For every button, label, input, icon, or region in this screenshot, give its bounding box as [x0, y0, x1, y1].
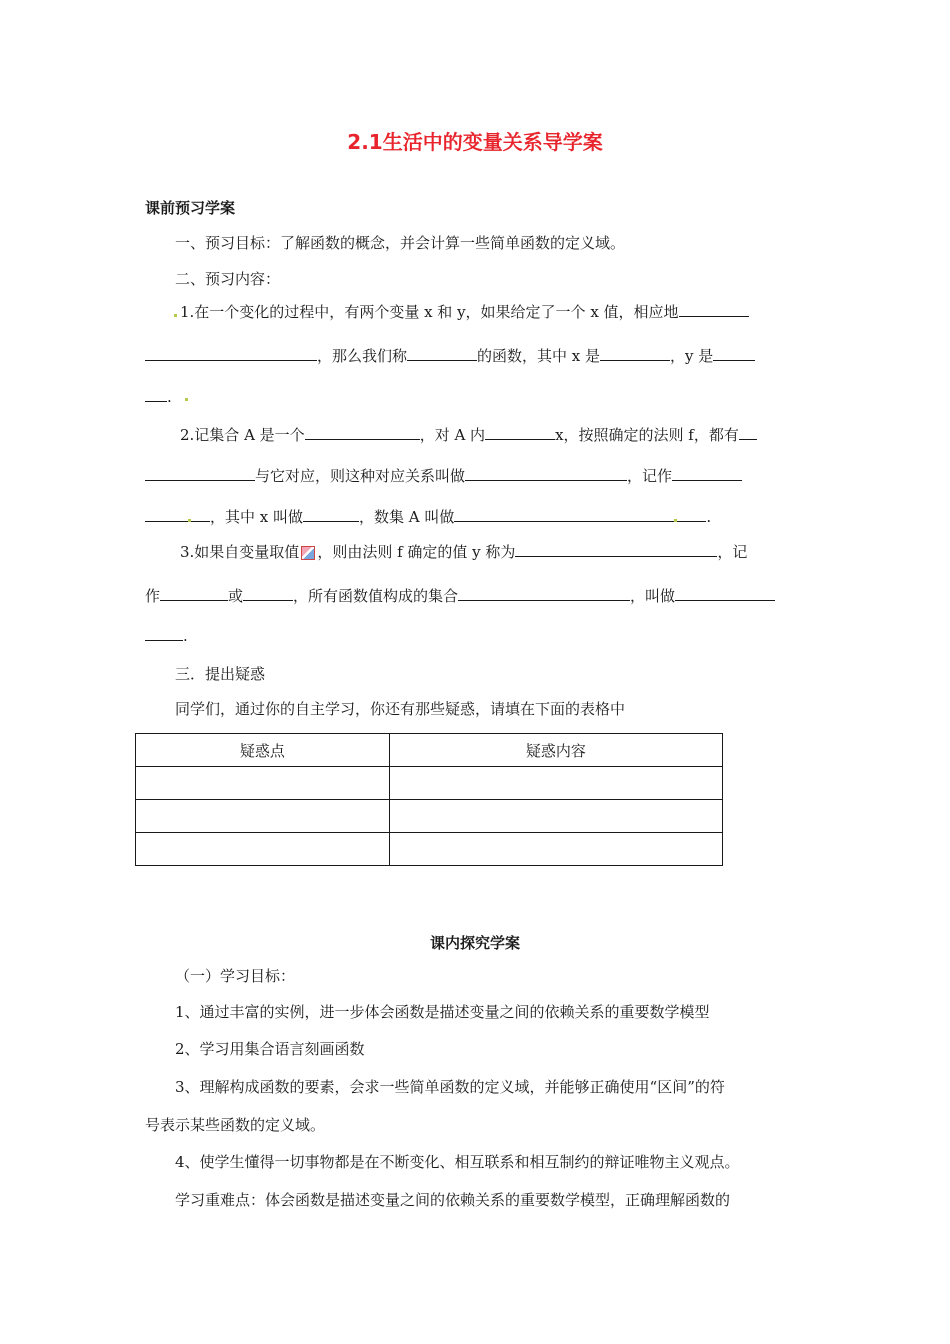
goal-3-line2: 号表示某些函数的定义域。: [145, 1116, 326, 1134]
blank: [303, 506, 359, 522]
blank: [713, 345, 755, 361]
item1-text-e: .: [167, 388, 172, 406]
item2-line2: [145, 465, 742, 486]
stray-dot: [188, 519, 191, 522]
section-heading-preview: 课前预习学案: [145, 199, 236, 217]
doubts-table: [135, 733, 723, 866]
table-row: [136, 800, 723, 833]
goal-2: 2、学习用集合语言刻画函数: [175, 1040, 365, 1058]
stray-dot: [674, 519, 677, 522]
preview-content-heading: 二、预习内容：: [175, 270, 281, 288]
item2-text-h: .: [706, 508, 712, 526]
item3-line2: [145, 585, 775, 606]
blank: [145, 345, 317, 361]
blank: [305, 424, 420, 440]
goal-3-line1: 3、理解构成函数的要素，会求一些简单函数的定义域，并能够正确使用“区间”的符: [175, 1078, 725, 1096]
item3-text-e: 或: [228, 587, 244, 605]
item1-line2: [145, 345, 755, 366]
item3-text-h: .: [183, 627, 188, 645]
item3-text-g: ，叫做: [630, 587, 676, 605]
section-heading-inclass: 课内探究学案: [429, 934, 520, 952]
item1-text-d: ，y 是: [670, 347, 714, 365]
doubts-text: 同学们，通过你的自主学习，你还有那些疑惑，请填在下面的表格中: [175, 700, 626, 718]
stray-dot: [185, 398, 188, 401]
blank: [243, 585, 293, 601]
item2-text-g: ，数集 A 叫做: [359, 508, 455, 526]
item1-line3: [145, 386, 172, 407]
blank: [145, 386, 167, 402]
doubts-heading: 三．提出疑惑: [175, 665, 266, 683]
blank: [600, 345, 670, 361]
item2-text-e: ，记作: [627, 467, 673, 485]
goal-4: 4、使学生懂得一切事物都是在不断变化、相互联系和相互制约的辩证唯物主义观点。: [175, 1153, 740, 1171]
blank: [458, 585, 630, 601]
blank: [465, 465, 627, 481]
blank: [145, 506, 210, 522]
item3-text-f: ，所有函数值构成的集合: [293, 587, 459, 605]
difficulty-text: 学习重难点：体会函数是描述变量之间的依赖关系的重要数学模型，正确理解函数的: [175, 1191, 731, 1209]
item3-line1: [180, 541, 747, 562]
table-row: [136, 833, 723, 866]
item3-text-c: ，记: [717, 543, 748, 561]
blank: [675, 585, 775, 601]
blank: [407, 345, 477, 361]
item3-line3: [145, 625, 188, 646]
blank: [739, 424, 757, 440]
blank: [679, 301, 749, 317]
blank: [160, 585, 228, 601]
table-header-row: [136, 734, 723, 767]
goal-1: 1、通过丰富的实例，进一步体会函数是描述变量之间的依赖关系的重要数学模型: [175, 1003, 710, 1021]
item3-text-b: ，则由法则 f 确定的值 y 称为: [317, 543, 516, 561]
image-placeholder-icon: [301, 546, 315, 560]
document-title: 2.1生活中的变量关系导学案: [347, 130, 603, 154]
blank: [454, 506, 706, 522]
item1-text-a: 1.在一个变化的过程中，有两个变量 x 和 y，如果给定了一个 x 值，相应地: [180, 303, 679, 321]
table-cell[interactable]: [389, 833, 722, 866]
item3-text-d: 作: [145, 587, 161, 605]
item3-text-a: 3.如果自变量取值: [180, 543, 300, 561]
table-header-cell: 疑惑内容: [389, 734, 722, 767]
blank: [145, 465, 255, 481]
item2-text-f: ，其中 x 叫做: [210, 508, 303, 526]
item1-line1: [180, 301, 749, 322]
goals-heading: （一）学习目标：: [175, 967, 296, 985]
item1-text-c: 的函数，其中 x 是: [477, 347, 601, 365]
item2-line1: [180, 424, 757, 445]
stray-dot: [174, 314, 177, 317]
blank: [672, 465, 742, 481]
table-cell[interactable]: [136, 767, 390, 800]
table-cell[interactable]: [389, 767, 722, 800]
item2-text-b: ，对 A 内: [419, 426, 486, 444]
item2-text-c: x，按照确定的法则 f，都有: [555, 426, 739, 444]
item2-line3: [145, 506, 711, 527]
table-cell[interactable]: [136, 833, 390, 866]
table-header-cell: 疑惑点: [136, 734, 390, 767]
item1-text-b: ，那么我们称: [317, 347, 408, 365]
blank: [485, 424, 555, 440]
blank: [145, 625, 183, 641]
table-row: [136, 767, 723, 800]
item2-text-d: 与它对应，则这种对应关系叫做: [255, 467, 466, 485]
table-cell[interactable]: [389, 800, 722, 833]
preview-goal: 一、预习目标：了解函数的概念，并会计算一些简单函数的定义域。: [175, 234, 626, 252]
table-cell[interactable]: [136, 800, 390, 833]
blank: [515, 541, 717, 557]
item2-text-a: 2.记集合 A 是一个: [180, 426, 305, 444]
